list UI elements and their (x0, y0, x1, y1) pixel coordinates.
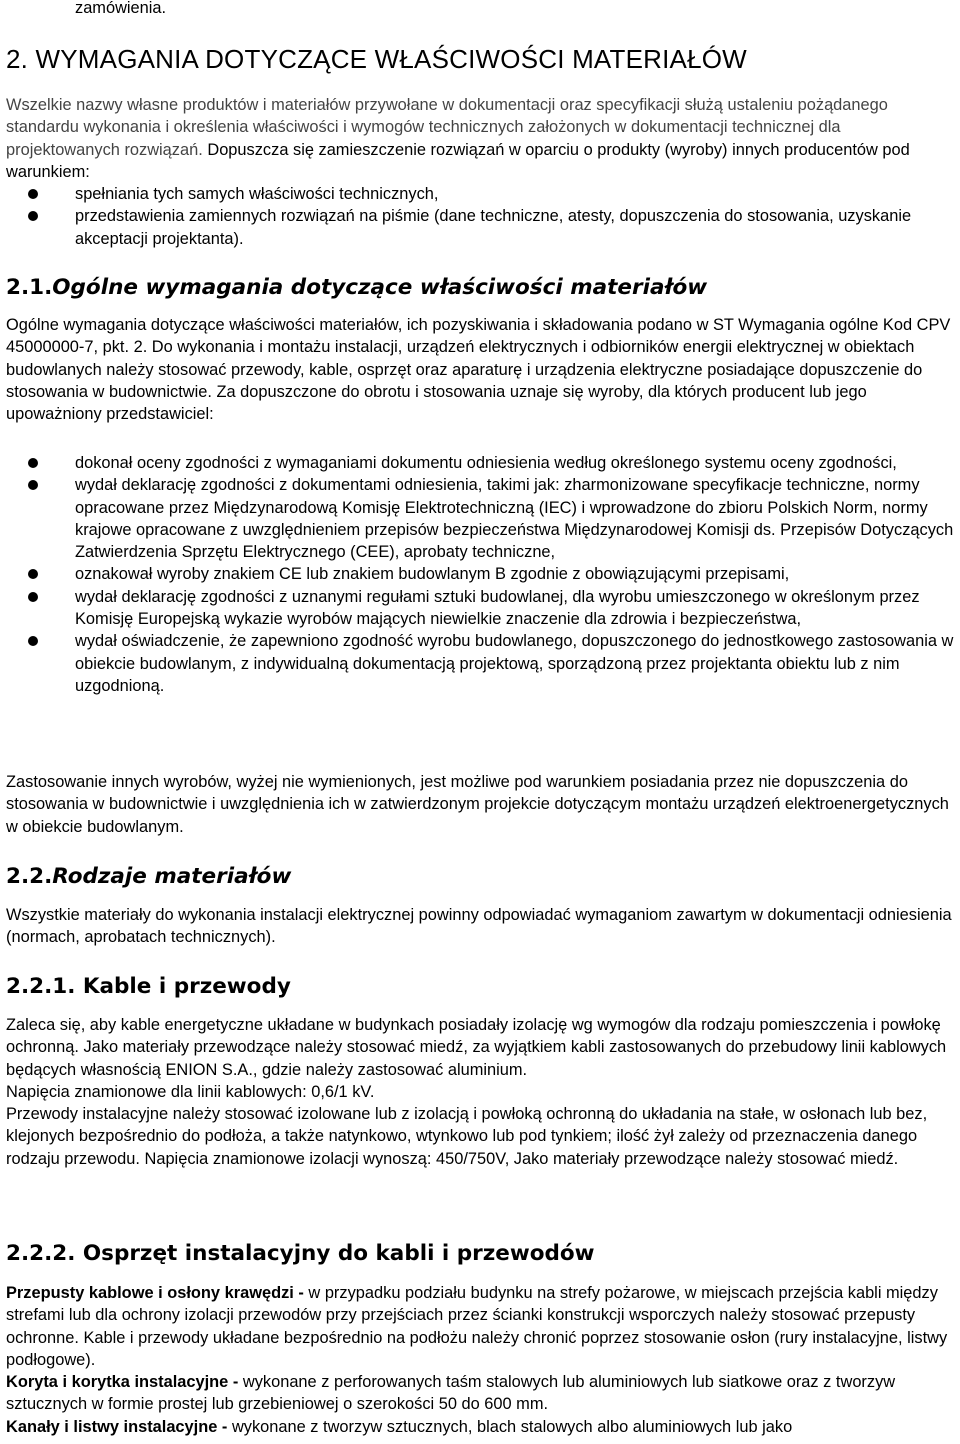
list-item: wydał deklarację zgodności z uznanymi regułami sztuki budowlanej, dla wyrobu umieszczonego w określonym przez Komisję Europejską wykazie wyrobów mających niewielkie znaczenie dla zdrowia i bezpieczeństwa, (6, 586, 956, 631)
section-2-1-heading (6, 275, 956, 301)
list-item: wydał deklarację zgodności z dokumentami odniesienia, takimi jak: zharmonizowane specyfikacje techniczne, normy opracowane przez Międzynarodową Komisję Elektrotechniczną (IEC) i wprowadzone do zbioru Polskich Norm, normy krajowe opracowane z uwzględnieniem przepisów bezpieczeństwa Międzynarodowej Komisji ds. Przepisów Dotyczących Zatwierdzenia Sprzętu Elektrycznego (CEE), aprobaty techniczne, (6, 474, 956, 563)
cables-paragraph: Zaleca się, aby kable energetyczne układane w budynkach posiadały izolację wg wymogów dla rodzaju pomieszczenia i powłokę ochronną. Jako materiały przewodzące należy stosować miedź, za wyjątkiem kabli zastosowanych do przebudowy linii kablowych będących własnością ENION S.A., gdzie należy zastosować aluminium. (6, 1016, 947, 1079)
definition: wykonane z perforowanych taśm stalowych lub aluminiowych lub siatkowe oraz z tworzyw sztucznych w formie prostej lub grzebieniowej o szerokości 50 do 600 mm. (6, 1373, 896, 1414)
section-2-1-closing: Zastosowanie innych wyrobów, wyżej nie wymienionych, jest możliwe pod warunkiem posiadania przez nie dopuszczenia do stosowania w budownictwie i uwzględnienia ich w zatwierdzonym projekcie dotyczącym montażu urządzeń elektroenergetycznych w obiekcie budowlanym. (6, 773, 949, 836)
list-item: dokonał oceny zgodności z wymaganiami dokumentu odniesienia według określonego systemu oceny zgodności, (6, 452, 956, 474)
conditions-list (6, 183, 956, 250)
glands-paragraph (6, 1282, 956, 1371)
section-2-2-heading (6, 864, 956, 890)
requirements-list (6, 452, 956, 697)
heading-number: 2.1. (6, 275, 53, 300)
heading-number: 2.2. (6, 864, 53, 889)
list-item: oznakował wyroby znakiem CE lub znakiem budowlanym B zgodnie z obowiązującymi przepisami, (6, 563, 956, 585)
ducts-paragraph (6, 1416, 956, 1438)
section-2-2-paragraph: Wszystkie materiały do wykonania instalacji elektrycznej powinny odpowiadać wymaganiom zawartym w dokumentacji odniesienia (normach, aprobatach technicznych). (6, 906, 952, 947)
section-2-intro (6, 94, 956, 183)
term: Przepusty kablowe i osłony krawędzi - (6, 1284, 304, 1302)
trays-paragraph (6, 1371, 956, 1416)
term: Koryta i korytka instalacyjne - (6, 1373, 239, 1392)
intro-gray-text: Wszelkie nazwy własne produktów i materiałów przywołane w dokumentacji oraz specyfikacji służą ustaleniu pożądanego standardu wykonania i określenia właściwości i wymogów technicznych założonych w dokumentacji technicznej dla projektowanych rozwiązań. (6, 96, 888, 159)
heading-title: Ogólne wymagania dotyczące właściwości materiałów (52, 275, 708, 300)
definition: w przypadku podziału budynku na strefy pożarowe, w miejscach przejścia kabli między strefami lub dla ochrony izolacji przewodów przy przejściach przez ścianki konstrukcji wsporczych należy stosować przepusty ochronne. Kable i przewody układane bezpośrednio na podłożu należy chronić poprzez stosowanie osłon (rury instalacyjne, listwy podłogowe). (6, 1284, 948, 1369)
section-2-2-2-body (6, 1282, 956, 1438)
section-2-2-1-body (6, 1014, 956, 1170)
wires-paragraph: Przewody instalacyjne należy stosować izolowane lub z izolacją i powłoką ochronną do układania na stałe, w osłonach lub bez, klejonych bezpośrednio do podłoża, a także natynkowo, wtynkowo lub pod tynkiem; ilość żył zależy od przeznaczenia danego rodzaju przewodu. Napięcia znamionowe izolacji wynoszą: 450/750V, Jako materiały przewodzące należy stosować miedź. (6, 1105, 928, 1168)
section-2-1-paragraph: Ogólne wymagania dotyczące właściwości materiałów, ich pozyskiwania i składowania podano w ST Wymagania ogólne Kod CPV 45000000-7, pkt. 2. Do wykonania i montażu instalacji, urządzeń elektrycznych i odbiorników energii elektrycznej w obiektach budowlanych należy stosować przewody, kable, osprzęt oraz aparaturę i urządzenia elektryczne posiadające dopuszczenie do stosowania w budownictwie. Za dopuszczone do obrotu i stosowania uznaje się wyroby, dla których producent lub jego upoważniony przedstawiciel: (6, 316, 951, 424)
section-2-2-1-heading: 2.2.1. Kable i przewody (6, 974, 291, 999)
intro-text: Dopuszcza się zamieszczenie rozwiązań w oparciu o produkty (wyroby) innych producentów pod warunkiem: (6, 140, 910, 181)
voltage-paragraph: Napięcia znamionowe dla linii kablowych: 0,6/1 kV. (6, 1082, 375, 1101)
list-item: wydał oświadczenie, że zapewniono zgodność wyrobu budowlanego, dopuszczonego do jednostkowego zastosowania w obiekcie budowlanym, z indywidualną dokumentacją projektową, sporządzoną przez projektanta obiektu lub z nim uzgodnioną. (6, 630, 956, 697)
heading-title: Rodzaje materiałów (52, 864, 292, 889)
term: Kanały i listwy instalacyjne - (6, 1417, 228, 1436)
section-2-heading: 2. WYMAGANIA DOTYCZĄCE WŁAŚCIWOŚCI MATERIAŁÓW (6, 44, 747, 74)
list-item: przedstawienia zamiennych rozwiązań na piśmie (dane techniczne, atesty, dopuszczenia do stosowania, uzyskanie akceptacji projektanta). (6, 205, 956, 250)
continued-text: zamówienia. (75, 0, 167, 17)
definition: wykonane z tworzyw sztucznych, blach stalowych albo aluminiowych lub jako (231, 1417, 793, 1436)
section-2-2-2-heading: 2.2.2. Osprzęt instalacyjny do kabli i przewodów (6, 1241, 595, 1266)
list-item: spełniania tych samych właściwości technicznych, (6, 183, 956, 205)
